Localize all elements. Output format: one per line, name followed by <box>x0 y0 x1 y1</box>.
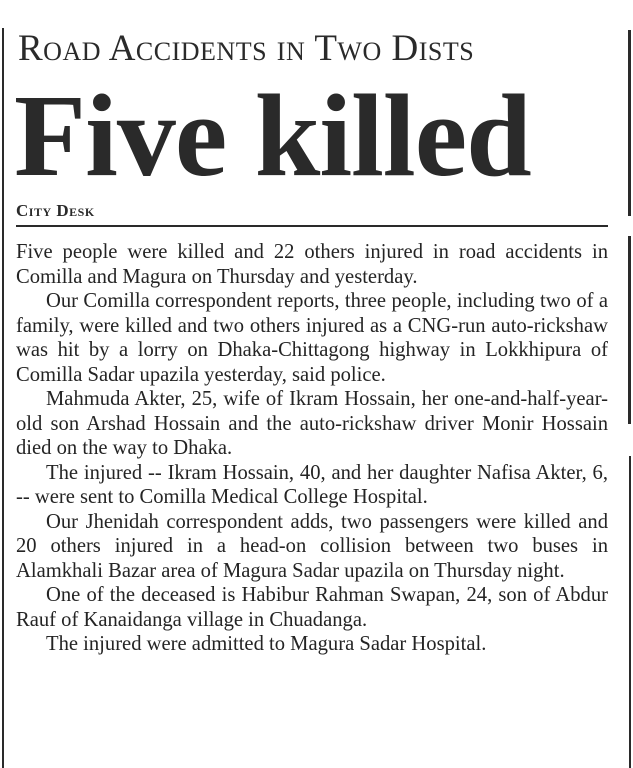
column-border-right <box>628 236 631 424</box>
article-paragraph: The injured were admitted to Magura Sadar Hospital. <box>46 633 487 655</box>
article-byline: City Desk <box>16 201 95 220</box>
article-paragraph: The injured -- Ikram Hossain, 40, and her daughter Nafisa Akter, 6, -- were sent to Comilla Medical College Hospital. <box>16 461 608 508</box>
article-paragraph: Our Jhenidah correspondent adds, two passengers were killed and 20 others injured in a head-on collision between two buses in Alamkhali Bazar area of Magura Sadar upazila on Thursday night. <box>16 510 608 582</box>
article-kicker: Road Accidents in Two Dists <box>18 28 475 69</box>
article-paragraph: Five people were killed and 22 others injured in road accidents in Comilla and Magura on Thursday and yesterday. <box>16 241 608 288</box>
column-border-left <box>2 28 4 768</box>
article-headline: Five killed <box>14 70 531 201</box>
column-border-right <box>628 30 631 216</box>
byline-divider <box>16 225 608 227</box>
article-paragraph: Mahmuda Akter, 25, wife of Ikram Hossain, her one-and-half-year-old son Arshad Hossain and the auto-rickshaw driver Monir Hossain died on the way to Dhaka. <box>16 388 608 459</box>
article-paragraph: One of the deceased is Habibur Rahman Swapan, 24, son of Abdur Rauf of Kanaidanga village in Chuadanga. <box>16 584 608 631</box>
article-paragraph: Our Comilla correspondent reports, three people, including two of a family, were killed and two others injured as a CNG-run auto-rickshaw was hit by a lorry on Dhaka-Chittagong highway in Lokkhipura of Comilla Sadar upazila yesterday, said police. <box>16 290 608 386</box>
article-body <box>16 240 608 657</box>
column-border-right <box>629 456 631 768</box>
